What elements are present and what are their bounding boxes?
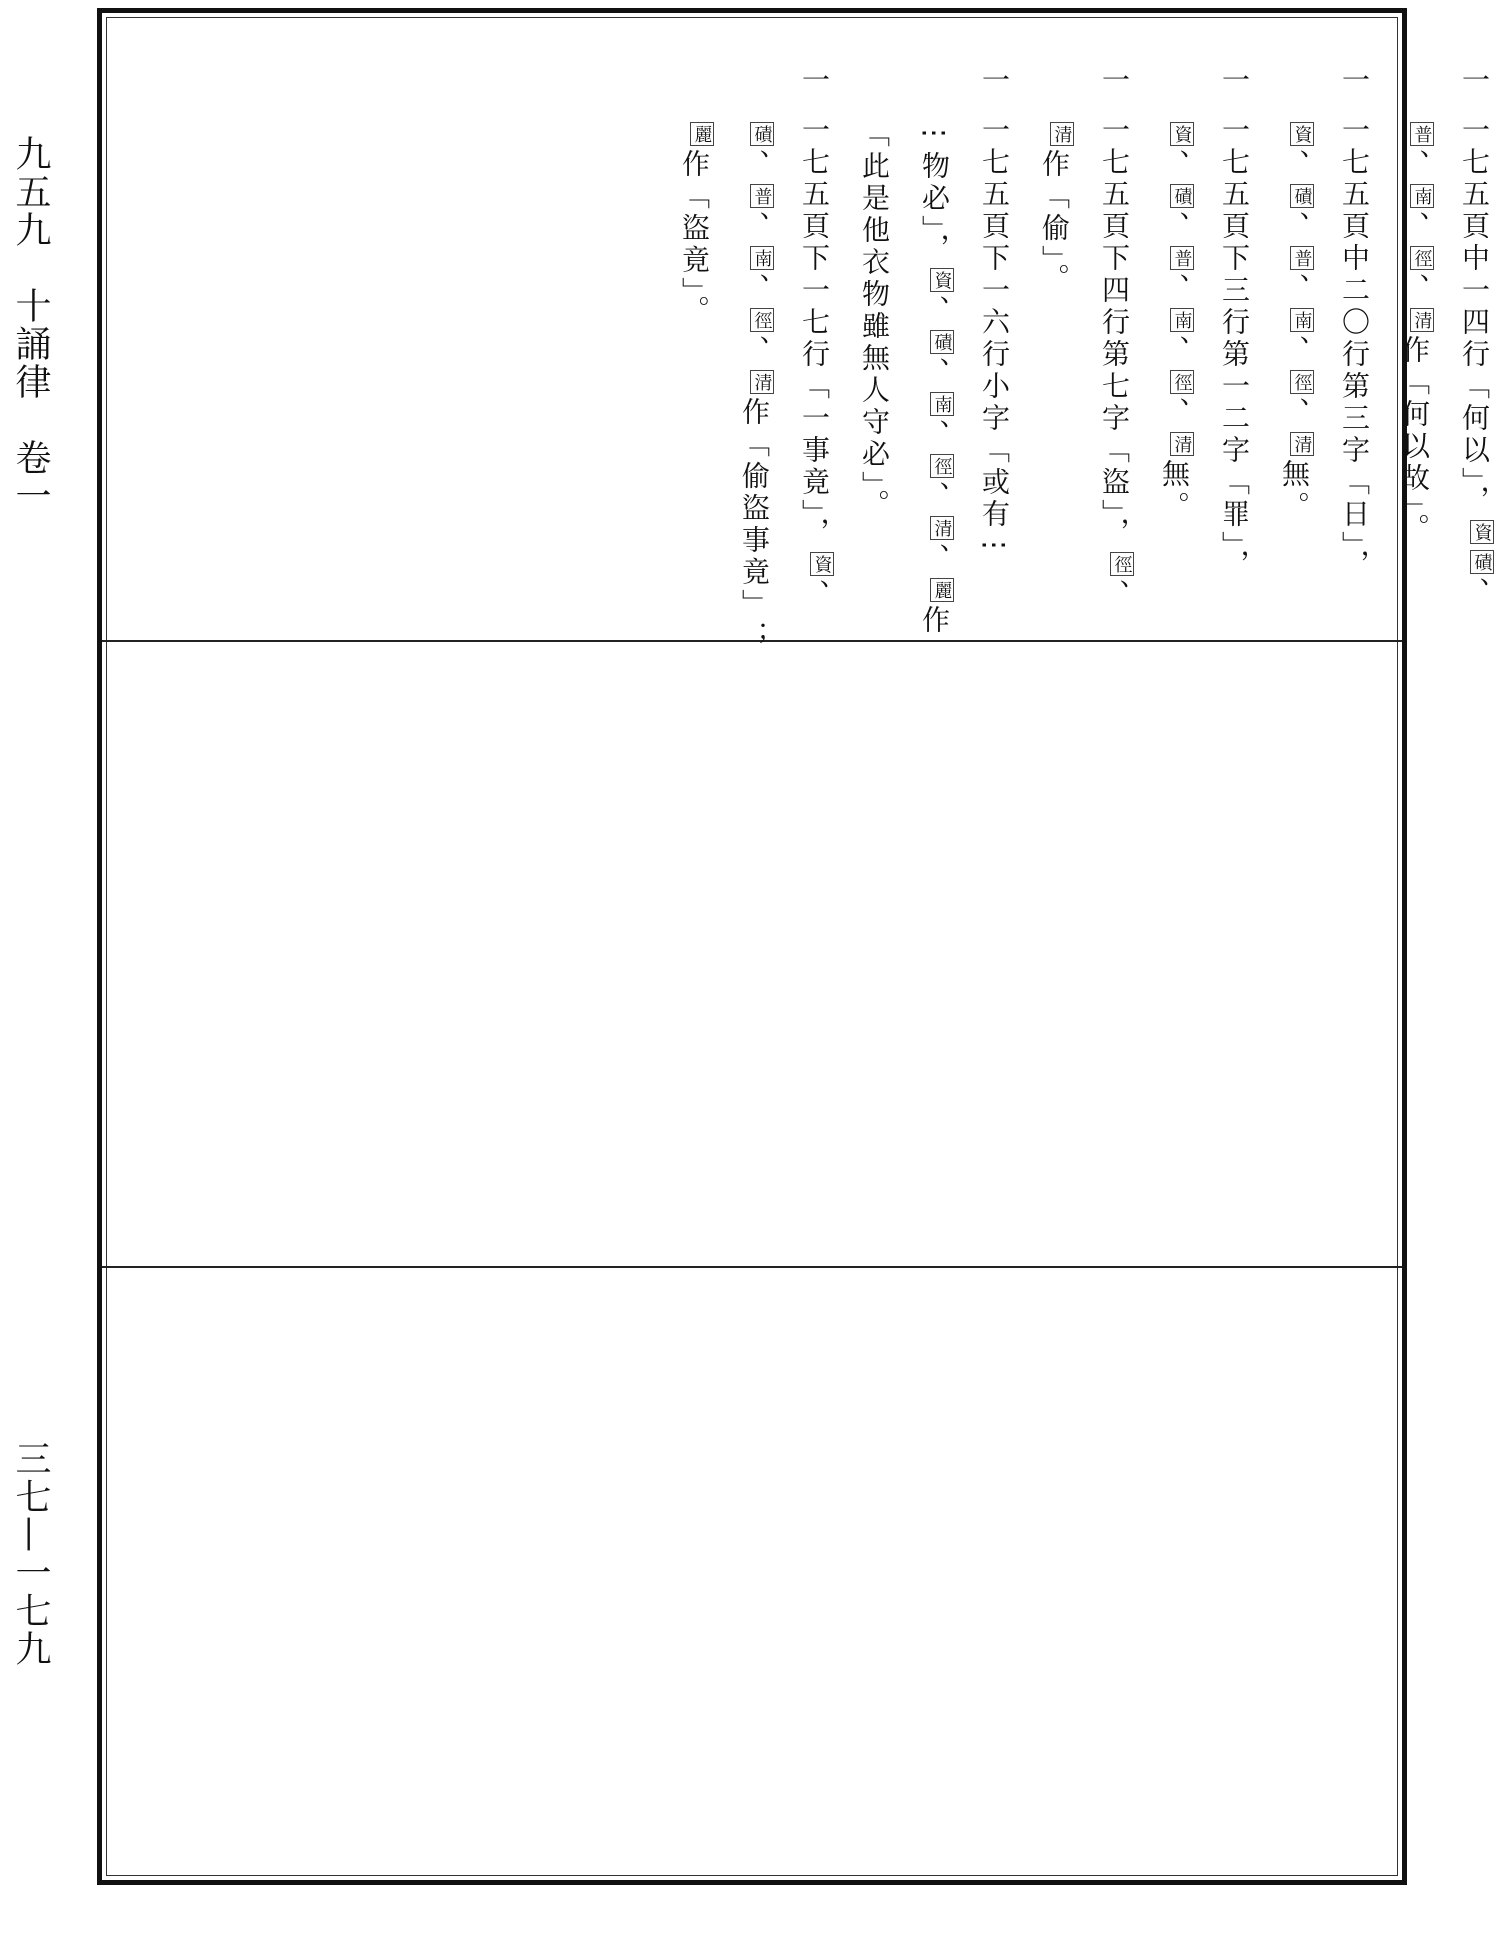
note-text: 、 <box>918 481 951 513</box>
note-column <box>1336 65 1372 581</box>
note-text: 、 <box>1098 579 1131 611</box>
note-column <box>1216 65 1252 581</box>
margin-title: 九五九 十誦律 卷一 <box>10 135 51 515</box>
page-frame <box>97 8 1493 1885</box>
edition-siglum-box: 南 <box>1290 308 1314 332</box>
note-text: 、 <box>738 211 771 243</box>
note-text: 一七五頁下三行第一二字「罪」， <box>1218 115 1251 581</box>
note-text: 無。 <box>1158 459 1191 523</box>
note-text: 、 <box>798 579 831 611</box>
edition-siglum-box: 磧 <box>930 330 954 354</box>
section-divider-2 <box>102 1266 1402 1268</box>
note-column <box>916 119 954 637</box>
edition-siglum-box: 徑 <box>1290 370 1314 394</box>
note-marker: 一 <box>1098 65 1131 97</box>
note-marker: 一 <box>1338 65 1371 97</box>
edition-siglum-box: 南 <box>930 392 954 416</box>
note-text: 、 <box>918 295 951 327</box>
edition-siglum-box: 徑 <box>1110 552 1134 576</box>
note-text: 、 <box>1398 273 1431 305</box>
edition-siglum-box: 磧 <box>1290 184 1314 208</box>
edition-siglum-box: 普 <box>1410 122 1434 146</box>
note-text: 「此是他衣物雖無人守必」。 <box>858 119 891 521</box>
note-text: 作「盜竟」。 <box>678 149 711 327</box>
note-text: 無。 <box>1278 459 1311 523</box>
note-column <box>1036 119 1074 295</box>
edition-siglum-box: 資 <box>930 268 954 292</box>
note-column <box>1156 119 1194 523</box>
edition-siglum-box: 資 <box>1290 122 1314 146</box>
edition-siglum-box: 普 <box>750 184 774 208</box>
note-text: 、 <box>918 357 951 389</box>
note-text: 、 <box>918 543 951 575</box>
note-text: 一七五頁下一六行小字「或有⋮ <box>978 115 1011 563</box>
edition-siglum-box: 磧 <box>750 122 774 146</box>
note-marker: 一 <box>978 65 1011 97</box>
note-text: 、 <box>1398 211 1431 243</box>
note-text: 、 <box>1278 211 1311 243</box>
note-text: 作 <box>918 605 951 637</box>
edition-siglum-box: 徑 <box>1170 370 1194 394</box>
note-text: 、 <box>1398 149 1431 181</box>
note-text: 作「何以故」。 <box>1398 335 1431 545</box>
note-text: 一七五頁下一七行「一事竟」， <box>798 115 831 549</box>
note-text: 一七五頁中一四行「何以」， <box>1458 115 1491 517</box>
edition-siglum-box: 徑 <box>1410 246 1434 270</box>
note-text: 、 <box>1158 273 1191 305</box>
edition-siglum-box: 清 <box>1410 308 1434 332</box>
edition-siglum-box: 清 <box>1050 122 1074 146</box>
edition-siglum-box: 資 <box>1170 122 1194 146</box>
note-column <box>976 65 1012 563</box>
note-column <box>1396 119 1434 545</box>
edition-siglum-box: 徑 <box>930 454 954 478</box>
note-marker: 一 <box>1218 65 1251 97</box>
note-column <box>1456 65 1494 609</box>
note-text: 、 <box>918 419 951 451</box>
note-text: 、 <box>1158 149 1191 181</box>
note-column <box>736 119 774 653</box>
note-text: 、 <box>738 149 771 181</box>
note-text: 、 <box>738 273 771 305</box>
edition-siglum-box: 資 <box>810 552 834 576</box>
note-text: 作「偷盜事竟」； <box>738 397 771 653</box>
note-column <box>796 65 834 611</box>
note-text: 作「偷」。 <box>1038 149 1071 295</box>
note-column <box>676 119 714 327</box>
note-text: 、 <box>1158 211 1191 243</box>
collation-notes-panel <box>572 65 1502 653</box>
edition-siglum-box: 徑 <box>750 308 774 332</box>
note-column <box>1096 65 1134 611</box>
note-text: 一七五頁下四行第七字「盜」， <box>1098 115 1131 549</box>
edition-siglum-box: 清 <box>750 370 774 394</box>
edition-siglum-box: 南 <box>1410 184 1434 208</box>
note-text: ⋮物必」， <box>918 119 951 265</box>
note-text: 、 <box>738 335 771 367</box>
edition-siglum-box: 清 <box>1170 432 1194 456</box>
note-text: 、 <box>1278 335 1311 367</box>
note-text: 、 <box>1278 397 1311 429</box>
edition-siglum-box: 磧 <box>1470 550 1494 574</box>
edition-siglum-box: 麗 <box>930 578 954 602</box>
edition-siglum-box: 南 <box>1170 308 1194 332</box>
edition-siglum-box: 麗 <box>690 122 714 146</box>
edition-siglum-box: 資 <box>1470 520 1494 544</box>
edition-siglum-box: 清 <box>1290 432 1314 456</box>
edition-siglum-box: 磧 <box>1170 184 1194 208</box>
note-text: 、 <box>1278 273 1311 305</box>
margin-page-number: 三七—一七九 <box>10 1440 51 1668</box>
note-text: 、 <box>1458 577 1491 609</box>
note-text: 、 <box>1158 335 1191 367</box>
edition-siglum-box: 清 <box>930 516 954 540</box>
note-text: 、 <box>1278 149 1311 181</box>
edition-siglum-box: 普 <box>1170 246 1194 270</box>
note-column <box>856 119 892 521</box>
note-column <box>1276 119 1314 523</box>
edition-siglum-box: 普 <box>1290 246 1314 270</box>
note-text: 一七五頁中二〇行第三字「日」， <box>1338 115 1371 581</box>
note-marker: 一 <box>1458 65 1491 97</box>
note-marker: 一 <box>798 65 831 97</box>
edition-siglum-box: 南 <box>750 246 774 270</box>
note-text: 、 <box>1158 397 1191 429</box>
